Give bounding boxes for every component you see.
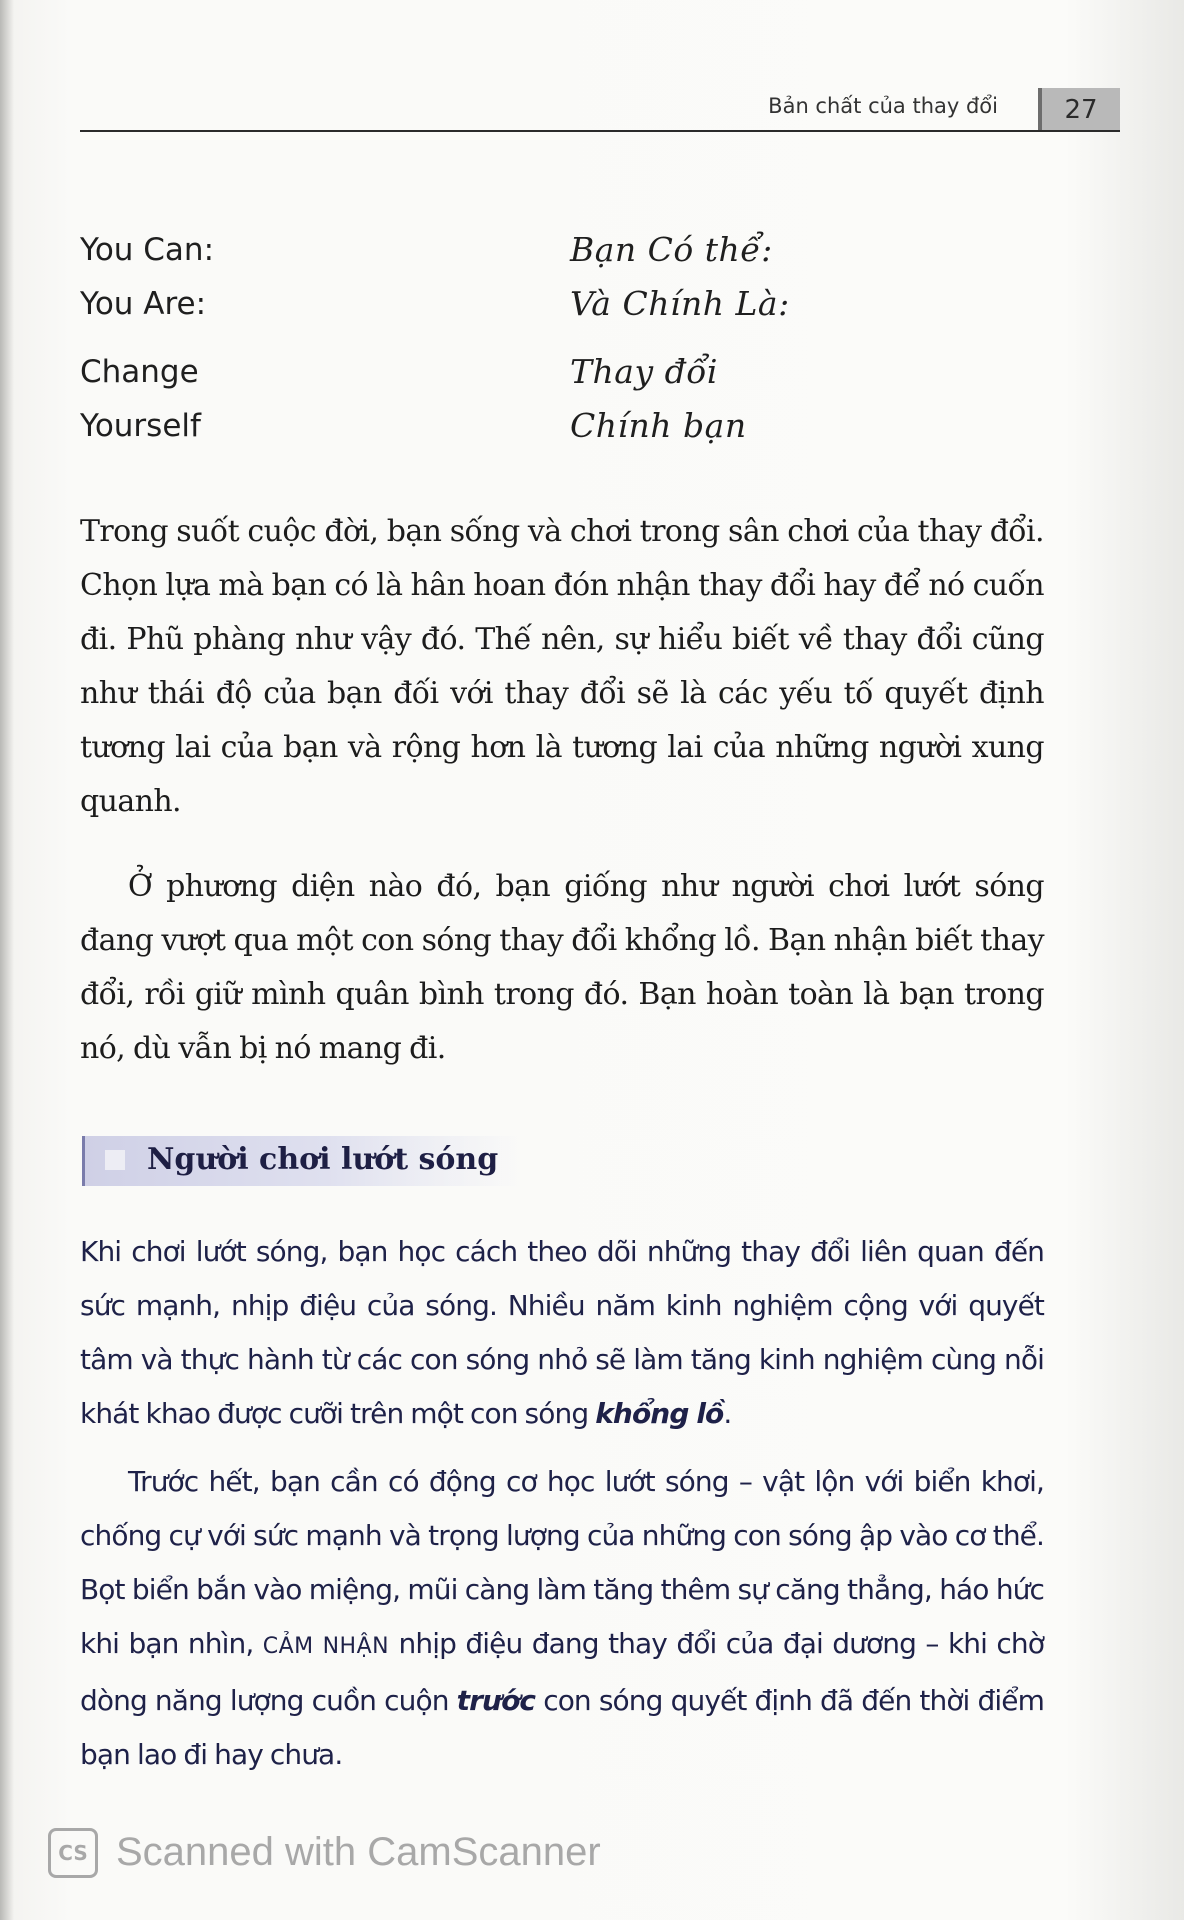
paragraph-text: Trước hết, bạn cần có động cơ học lướt sóng – vật lộn với biển khơi, chống cự với sức mạnh và trọng lượng của những con sóng ập vào cơ thể. Bọt biển bắn vào miệng, mũi càng làm tăng thêm sự căng thẳng, háo hức khi bạn nhìn, [80, 1465, 1044, 1660]
header-rule [80, 130, 1120, 132]
affirmation-row [80, 280, 980, 334]
paragraph-text: nhịp điệu đang thay đổi của đại dương – khi chờ dòng năng lượng cuồn cuộn [80, 1627, 1044, 1717]
square-bullet-icon [105, 1150, 125, 1170]
affirmation-english: Yourself [80, 408, 201, 444]
section-title: Người chơi lướt sóng [147, 1142, 499, 1177]
page-number: 27 [1038, 88, 1120, 132]
affirmation-english: Change [80, 354, 199, 390]
affirmation-english: You Can: [80, 232, 215, 268]
affirmation-row [80, 402, 980, 456]
chapter-title: Bản chất của thay đổi [768, 94, 998, 118]
paragraph-text: Khi chơi lướt sóng, bạn học cách theo dõi những thay đổi liên quan đến sức mạnh, nhịp điệu của sóng. Nhiều năm kinh nghiệm cộng với quyết tâm và thực hành từ các con sóng nhỏ sẽ làm tăng kinh nghiệm cùng nỗi khát khao được cưỡi trên một con sóng [80, 1235, 1044, 1430]
affirmation-row [80, 226, 980, 280]
small-caps-text: CẢM NHẬN [262, 1634, 390, 1659]
affirmation-row [80, 348, 980, 402]
affirmation-block [80, 226, 980, 456]
affirmation-vietnamese: Bạn Có thể: [570, 230, 773, 269]
page-gutter-shadow [0, 0, 14, 1920]
affirmation-vietnamese: Và Chính Là: [570, 284, 790, 323]
body-paragraph: Trong suốt cuộc đời, bạn sống và chơi trong sân chơi của thay đổi. Chọn lựa mà bạn có là hân hoan đón nhận thay đổi hay để nó cuốn đi. Phũ phàng như vậy đó. Thế nên, sự hiểu biết về thay đổi cũng như thái độ của bạn đối với thay đổi sẽ là các yếu tố quyết định tương lai của bạn và rộng hơn là tương lai của những người xung quanh. [80, 514, 1044, 819]
paragraph-text: con sóng quyết định đã đến thời điểm bạn lao đi hay chưa. [80, 1684, 1044, 1771]
running-header [80, 88, 1120, 134]
emphasis-text: khổng lồ [595, 1397, 724, 1430]
watermark-text: Scanned with CamScanner [116, 1830, 601, 1874]
affirmation-vietnamese: Thay đổi [570, 352, 718, 391]
affirmation-vietnamese: Chính bạn [570, 406, 747, 445]
paragraph-text: . [723, 1397, 732, 1430]
scanner-watermark [48, 1824, 748, 1884]
affirmation-english: You Are: [80, 286, 207, 322]
emphasis-text: trước [456, 1684, 536, 1717]
section-heading [82, 1136, 525, 1186]
section-paragraph [80, 1225, 1044, 1441]
body-paragraph: Ở phương diện nào đó, bạn giống như người chơi lướt sóng đang vượt qua một con sóng thay đổi khổng lồ. Bạn nhận biết thay đổi, rồi giữ mình quân bình trong đó. Bạn hoàn toàn là bạn trong nó, dù vẫn bị nó mang đi. [80, 869, 1044, 1066]
camscanner-logo-icon: CS [48, 1828, 98, 1878]
section-paragraph [80, 1455, 1044, 1782]
